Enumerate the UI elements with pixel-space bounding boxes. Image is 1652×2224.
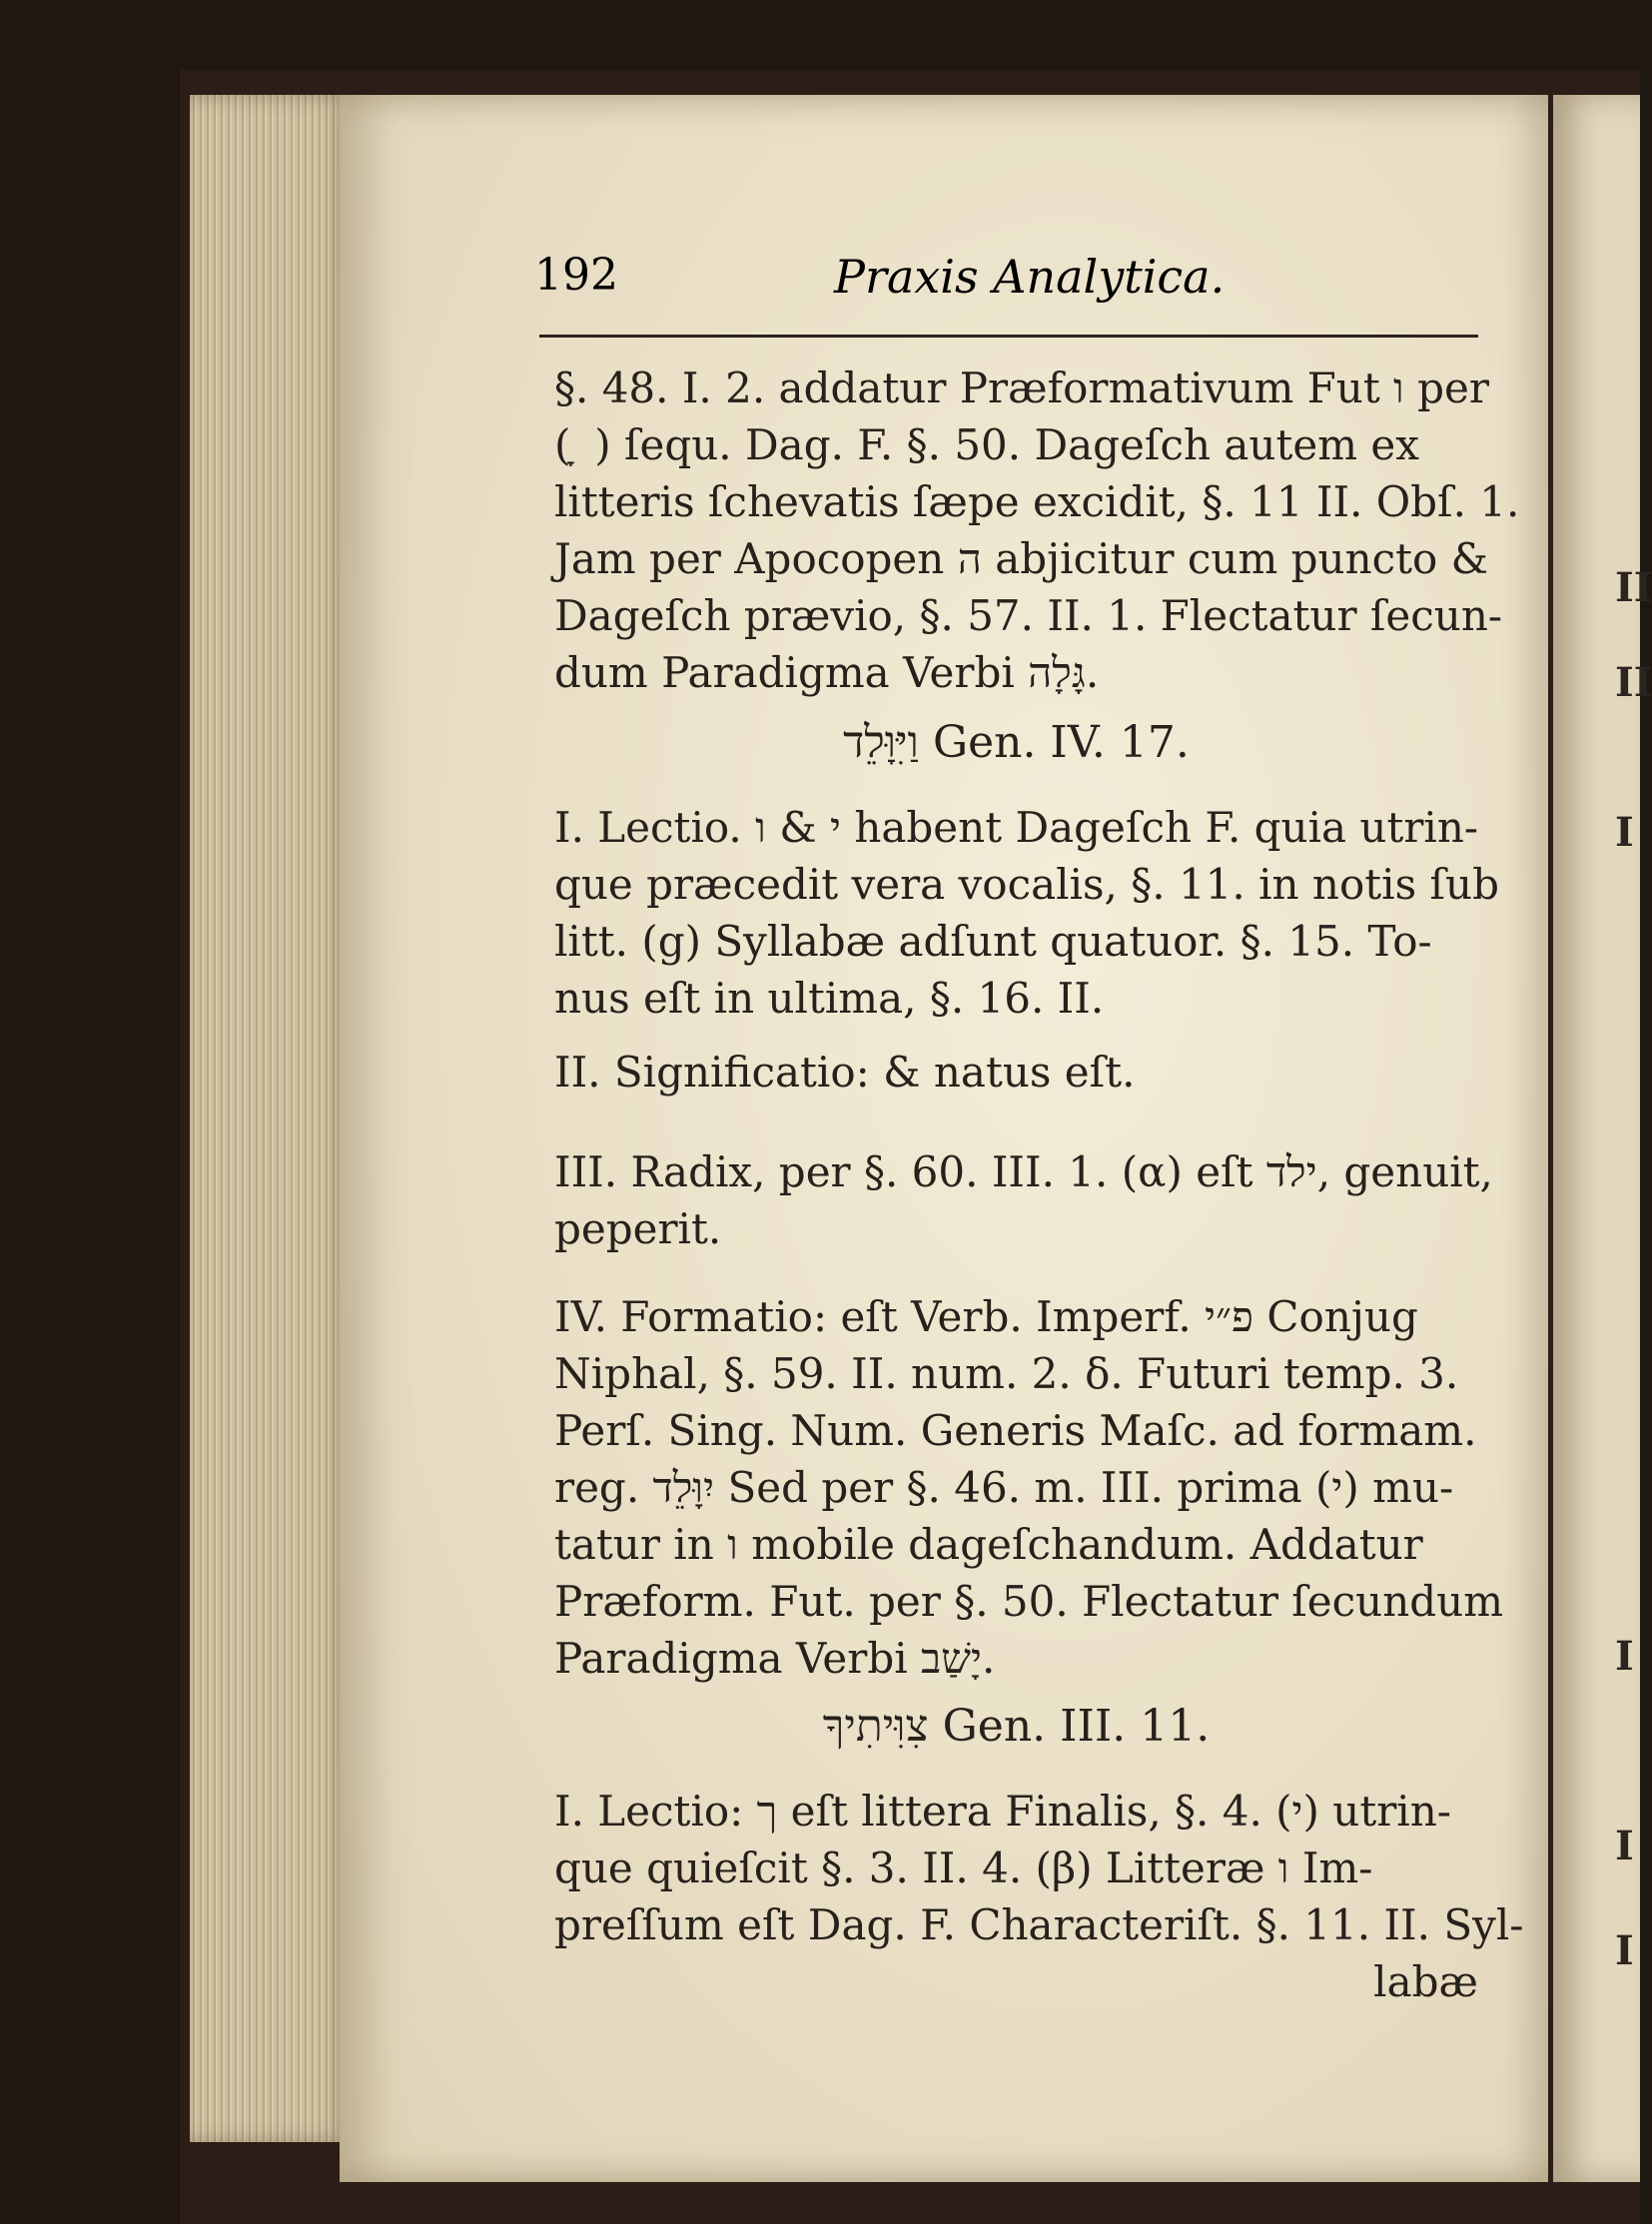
lectio-paragraph — [554, 799, 1499, 1027]
text-line: I. Lectio. י & ו habent Dageſch F. quia utrin- — [554, 803, 1479, 852]
text-line: dum Paradigma Verbi גָּלָה. — [554, 648, 1100, 697]
section-paragraph — [554, 360, 1520, 701]
facing-fragment: I — [1615, 1927, 1634, 1974]
page-header — [534, 250, 1478, 330]
text-line: ( ָ ) ſequ. Dag. F. §. 50. Dageſch autem ex — [554, 420, 1419, 469]
text-line: litteris ſchevatis ſæpe excidit, §. 11 II. Obſ. 1. — [554, 477, 1520, 526]
facing-fragment: II — [1615, 659, 1652, 706]
text-line: IV. Formatio: eſt Verb. Imperf. פ״י Conjug — [554, 1292, 1418, 1341]
text-line: que quieſcit §. 3. II. 4. (β) Litteræ ו Im- — [554, 1844, 1373, 1892]
formatio-paragraph — [554, 1288, 1504, 1687]
text-line: §. 48. I. 2. addatur Præformativum Fut ו per — [554, 364, 1489, 412]
text-line: nus eſt in ultima, §. 16. II. — [554, 974, 1105, 1023]
scripture-reference: Gen. III. 11. — [942, 1701, 1211, 1752]
text-line: tatur in ו mobile dageſchandum. Addatur — [554, 1520, 1423, 1569]
hebrew-word: צִוִּיתִיךָ — [822, 1701, 929, 1752]
text-line: reg. יִוָּלֵד Sed per §. 46. m. III. prima (י) mu- — [554, 1463, 1454, 1512]
text-line: III. Radix, per §. 60. III. 1. (α) eſt ילד, genuit, — [554, 1147, 1493, 1196]
text-line: litt. (g) Syllabæ adſunt quatuor. §. 15. To- — [554, 917, 1432, 966]
text-line: I. Lectio: ך eſt littera Finalis, §. 4. (י) utrin- — [554, 1787, 1451, 1836]
facing-fragment: I — [1615, 1633, 1634, 1680]
text-line: Perſ. Sing. Num. Generis Maſc. ad formam. — [554, 1406, 1477, 1455]
text-line: Paradigma Verbi יָשַׁב. — [554, 1634, 996, 1683]
entry-heading — [554, 1701, 1478, 1752]
header-rule — [539, 335, 1478, 338]
page-edges — [190, 95, 350, 2142]
text-line: II. Significatio: & natus eſt. — [554, 1048, 1136, 1097]
lectio-paragraph — [554, 1783, 1524, 2010]
facing-fragment: II — [1615, 564, 1652, 611]
facing-fragment: I — [1615, 809, 1634, 856]
text-line: Dageſch prævio, §. 57. II. 1. Flectatur ſecun- — [554, 591, 1503, 640]
text-line: Præform. Fut. per §. 50. Flectatur ſecundum — [554, 1577, 1504, 1626]
text-line: preſſum eſt Dag. F. Characteriſt. §. 11. II. Syl- — [554, 1900, 1524, 1949]
text-line: peperit. — [554, 1204, 722, 1253]
page-number: 192 — [534, 250, 618, 301]
facing-page-edge — [1553, 95, 1652, 2182]
entry-heading — [554, 717, 1478, 768]
text-line: que præcedit vera vocalis, §. 11. in notis ſub — [554, 860, 1499, 909]
facing-fragment: I — [1615, 1823, 1634, 1869]
running-title: Praxis Analytica. — [834, 250, 1226, 304]
scripture-reference: Gen. IV. 17. — [932, 717, 1190, 768]
hebrew-word: וַיִּוָּלֵד — [843, 717, 919, 768]
significatio-paragraph — [554, 1044, 1478, 1101]
radix-paragraph — [554, 1143, 1493, 1257]
text-line: labæ — [1373, 1957, 1478, 2006]
text-line: Niphal, §. 59. II. num. 2. δ. Futuri temp. 3. — [554, 1349, 1459, 1398]
text-line: Jam per Apocopen ה abjicitur cum puncto & — [554, 534, 1489, 583]
